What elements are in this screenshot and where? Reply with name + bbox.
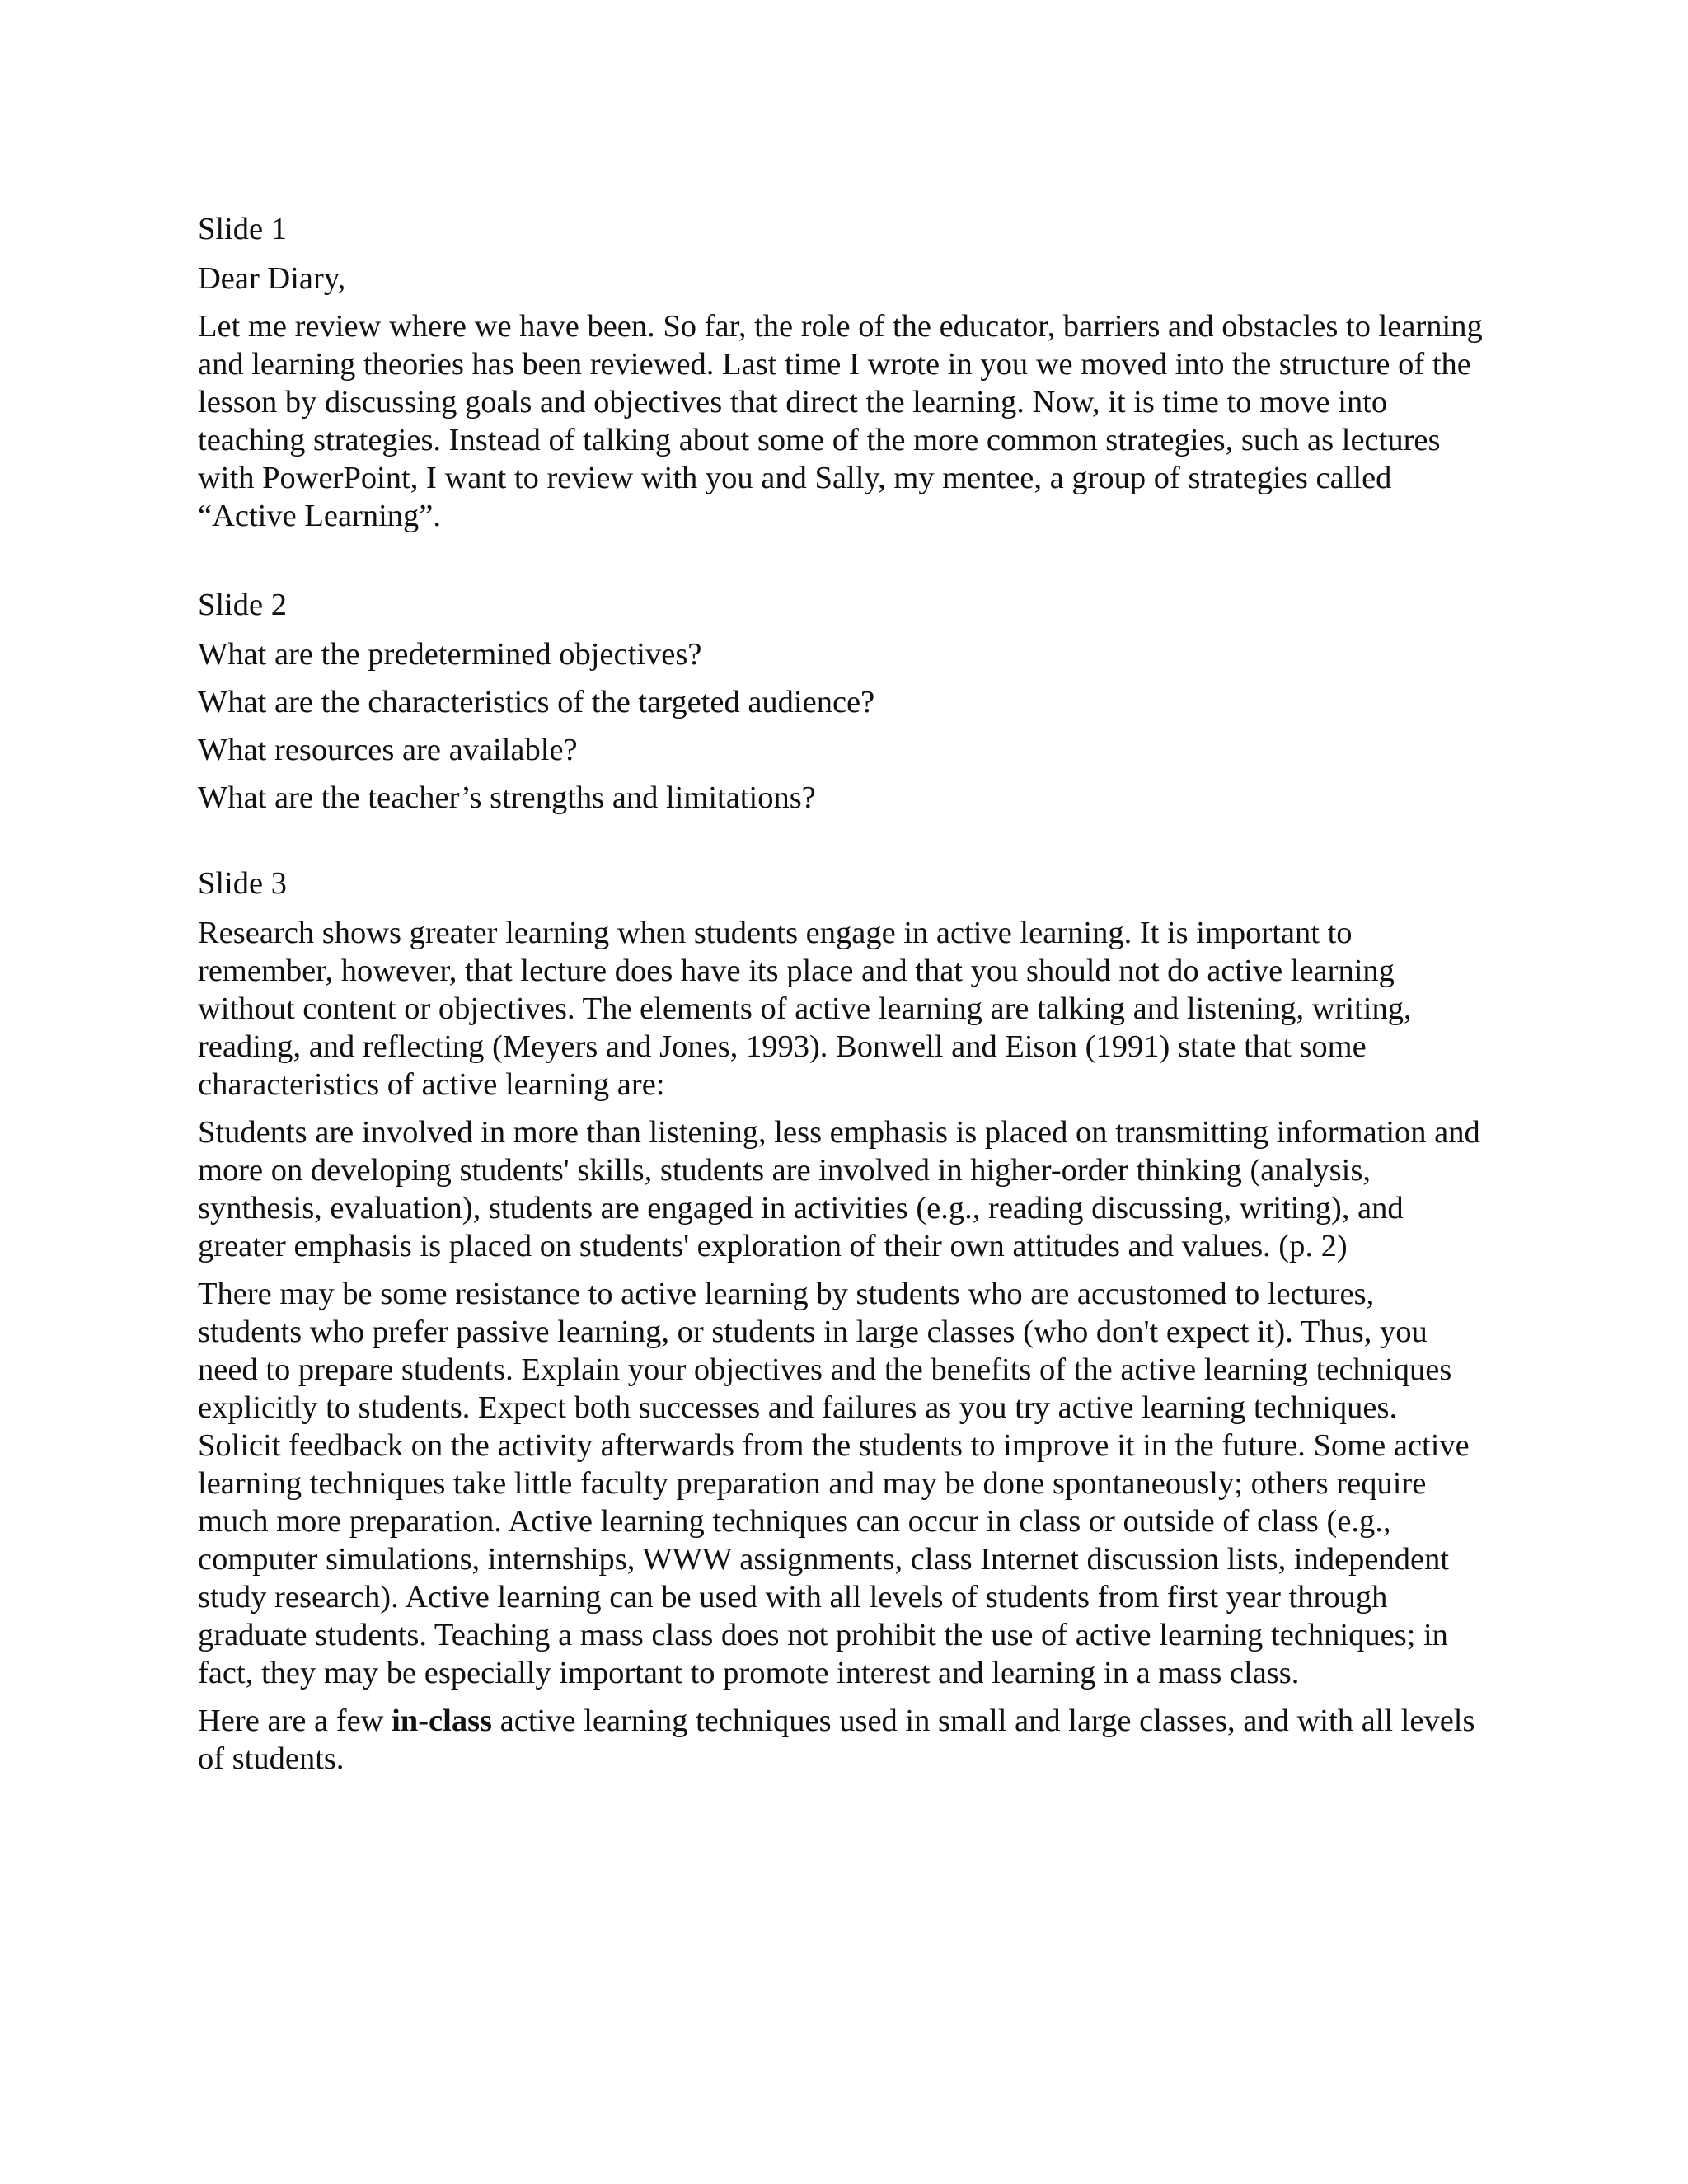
question-item: What resources are available? [198, 733, 578, 767]
slide-2-section [198, 586, 1484, 817]
question-item: What are the characteristics of the targeted audience? [198, 685, 875, 719]
slide-1-heading: Slide 1 [198, 212, 288, 246]
question-item: What are the predetermined objectives? [198, 637, 702, 672]
salutation: Dear Diary, [198, 261, 346, 296]
paragraph-4-text-start: Here are a few [198, 1704, 392, 1738]
section-spacer [198, 545, 1484, 586]
question-item: What are the teacher’s strengths and limitations? [198, 780, 816, 815]
slide-3-heading: Slide 3 [198, 866, 288, 901]
slide-3-section [198, 865, 1484, 1778]
slide-1-section [198, 210, 1484, 535]
in-class-emphasis: in-class [392, 1704, 493, 1738]
slide-2-heading: Slide 2 [198, 588, 288, 622]
section-spacer [198, 827, 1484, 865]
paragraph-4-text-end: active learning techniques used in small and large classes, and with all levels of students. [198, 1704, 1475, 1776]
slide-3-paragraph-3: There may be some resistance to active learning by students who are accustomed to lectures, students who prefer passive learning, or students in large classes (who don't expect it). Thus, you need to prepare students. Explain your objectives and the benefits of the active learning techniques explicitly to students. Expect both successes and failures as you try active learning techniques. Solicit feedback on the activity afterwards from the students to improve it in the future. Some active learning techniques take little faculty preparation and may be done spontaneously; others require much more preparation. Active learning techniques can occur in class or outside of class (e.g., computer simulations, internships, WWW assignments, class Internet discussion lists, independent study research). Active learning can be used with all levels of students from first year through graduate students. Teaching a mass class does not prohibit the use of active learning techniques; in fact, they may be especially important to promote interest and learning in a mass class. [198, 1277, 1470, 1690]
slide-3-quote-paragraph: Students are involved in more than listening, less emphasis is placed on transmitting information and more on developing students' skills, students are involved in higher-order thinking (analysis, synthesis, evaluation), students are engaged in activities (e.g., reading discussing, writing), and greater emphasis is placed on students' exploration of their own attitudes and values. (p. 2) [198, 1115, 1480, 1263]
slide-3-paragraph-1: Research shows greater learning when students engage in active learning. It is important to remember, however, that lecture does have its place and that you should not do active learning without content or objectives. The elements of active learning are talking and listening, writing, reading, and reflecting (Meyers and Jones, 1993). Bonwell and Eison (1991) state that some characteristics of active learning are: [198, 916, 1412, 1102]
document-page [198, 210, 1484, 1788]
slide-1-body: Let me review where we have been. So far, the role of the educator, barriers and obstacles to learning and learning theories has been reviewed. Last time I wrote in you we moved into the structure of the lesson by discussing goals and objectives that direct the learning. Now, it is time to move into teaching strategies. Instead of talking about some of the more common strategies, such as lectures with PowerPoint, I want to review with you and Sally, my mentee, a group of strategies called “Active Learning”. [198, 309, 1483, 533]
slide-3-paragraph-4 [198, 1702, 1484, 1778]
